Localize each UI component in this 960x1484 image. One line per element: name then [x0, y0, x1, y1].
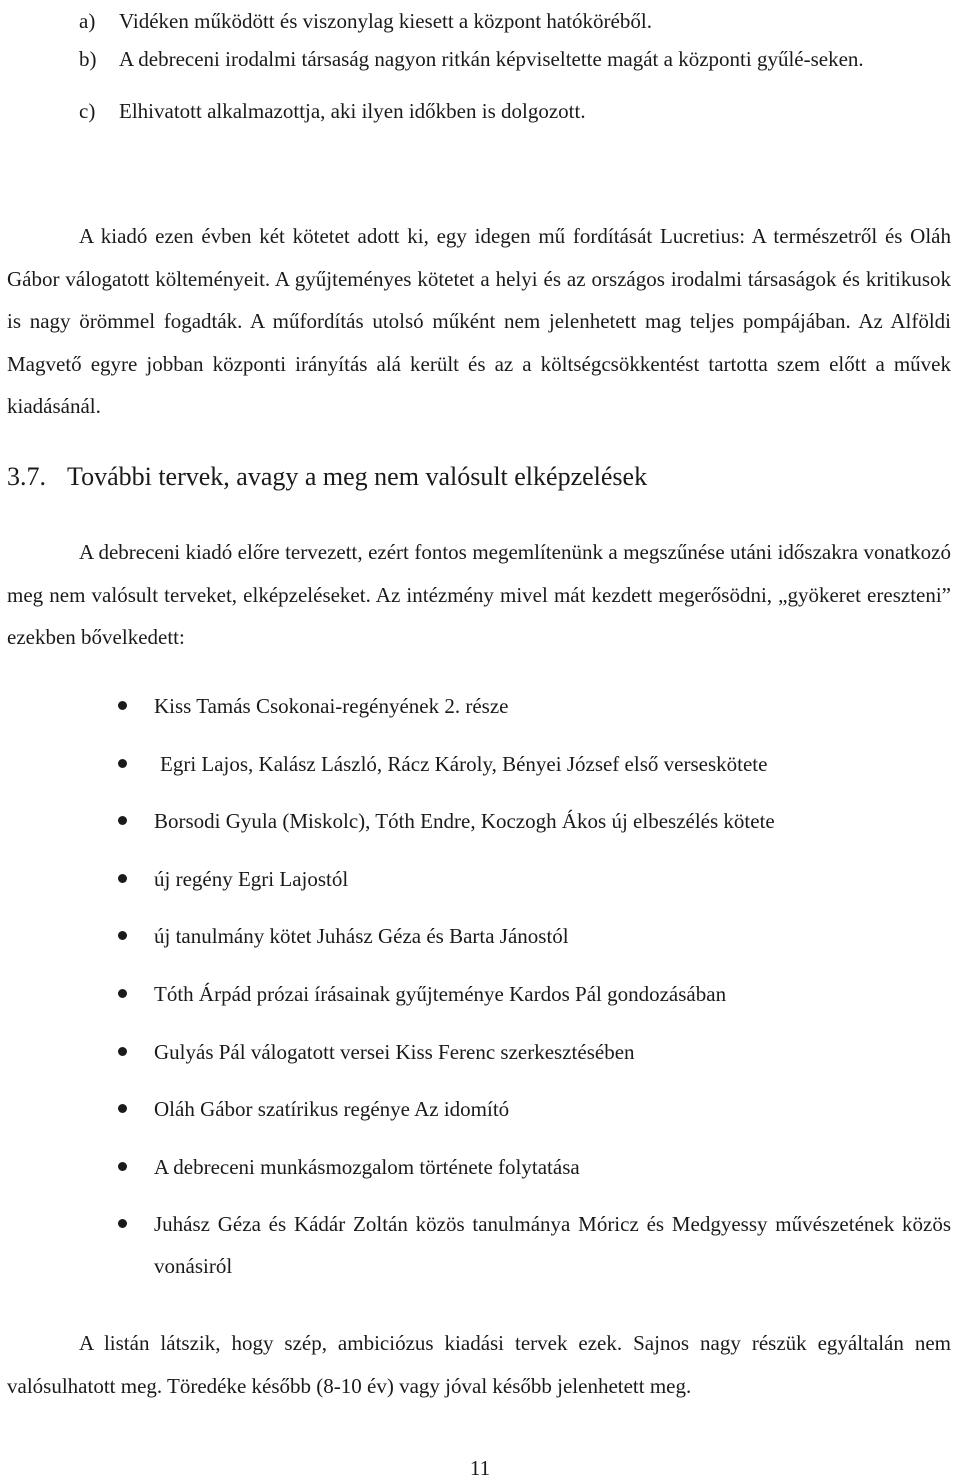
section-number: 3.7. — [7, 462, 46, 491]
list-item-text: Elhivatott alkalmazottja, aki ilyen időkben is dolgozott. — [119, 99, 586, 123]
paragraph: A kiadó ezen évben két kötetet adott ki, egy idegen mű fordítását Lucretius: A természetről és Oláh Gábor válogatott költeményeit. A gyűjteményes kötetet a helyi és az országos irodalmi társaságok és kritikusok is nagy örömmel fogadták. A műfordítás utolsó műként nem jelenhetett mag teljes pompájában. Az Alföldi Magvető egyre jobban központi irányítás alá került és az a költségcsökkentést tartotta szem előtt a művek kiadásánál. — [7, 224, 951, 418]
bullet-dot-icon — [118, 1219, 127, 1228]
bullet-dot-icon — [118, 1162, 127, 1171]
list-item — [79, 2, 949, 40]
bullet-dot-icon — [118, 1104, 127, 1113]
bullet-dot-icon — [118, 1047, 127, 1056]
bullet-item: új regény Egri Lajostól — [0, 858, 960, 900]
bullet-list — [0, 685, 960, 1303]
bullet-item: Juhász Géza és Kádár Zoltán közös tanulmánya Móricz és Medgyessy művészetének közös vonásiról — [0, 1203, 960, 1287]
bullet-item: Borsodi Gyula (Miskolc), Tóth Endre, Koczogh Ákos új elbeszélés kötete — [0, 800, 960, 842]
bullet-dot-icon — [118, 931, 127, 940]
list-marker: c) — [79, 99, 96, 123]
list-item — [79, 92, 949, 130]
bullet-item: új tanulmány kötet Juhász Géza és Barta Jánostól — [0, 915, 960, 957]
bullet-dot-icon — [118, 816, 127, 825]
bullet-dot-icon — [118, 874, 127, 883]
section-heading — [7, 457, 647, 497]
list-item-text: Vidéken működött és viszonylag kiesett a központ hatóköréből. — [119, 9, 652, 33]
bullet-dot-icon — [118, 759, 127, 768]
bullet-item: A debreceni munkásmozgalom története folytatása — [0, 1146, 960, 1188]
bullet-item: Oláh Gábor szatírikus regénye Az idomító — [0, 1088, 960, 1130]
bullet-dot-icon — [118, 701, 127, 710]
bullet-item: Kiss Tamás Csokonai-regényének 2. része — [0, 685, 960, 727]
list-marker: b) — [79, 47, 97, 71]
list-marker: a) — [79, 9, 96, 33]
list-item — [79, 40, 949, 78]
page-number: 11 — [469, 1456, 491, 1480]
lettered-list — [79, 2, 949, 130]
bullet-item: Egri Lajos, Kalász László, Rácz Károly, Bényei József első verseskötete — [0, 743, 960, 785]
list-item-text: A debreceni irodalmi társaság nagyon ritkán képviseltette magát a központi gyűlé-seken. — [119, 47, 864, 71]
paragraph: A listán látszik, hogy szép, ambiciózus kiadási tervek ezek. Sajnos nagy részük egyáltalán nem valósulhatott meg. Töredéke később (8-10 év) vagy jóval később jelenhetett meg. — [7, 1331, 951, 1398]
paragraph: A debreceni kiadó előre tervezett, ezért fontos megemlítenünk a megszűnése utáni időszakra vonatkozó meg nem valósult terveket, elképzeléseket. Az intézmény mivel mát kezdett megerősödni, „gyökeret ereszteni” ezekben bővelkedett: — [7, 540, 951, 649]
bullet-dot-icon — [118, 989, 127, 998]
bullet-item: Tóth Árpád prózai írásainak gyűjteménye Kardos Pál gondozásában — [0, 973, 960, 1015]
section-title: További tervek, avagy a meg nem valósult elképzelések — [67, 462, 648, 491]
bullet-item: Gulyás Pál válogatott versei Kiss Ferenc szerkesztésében — [0, 1031, 960, 1073]
